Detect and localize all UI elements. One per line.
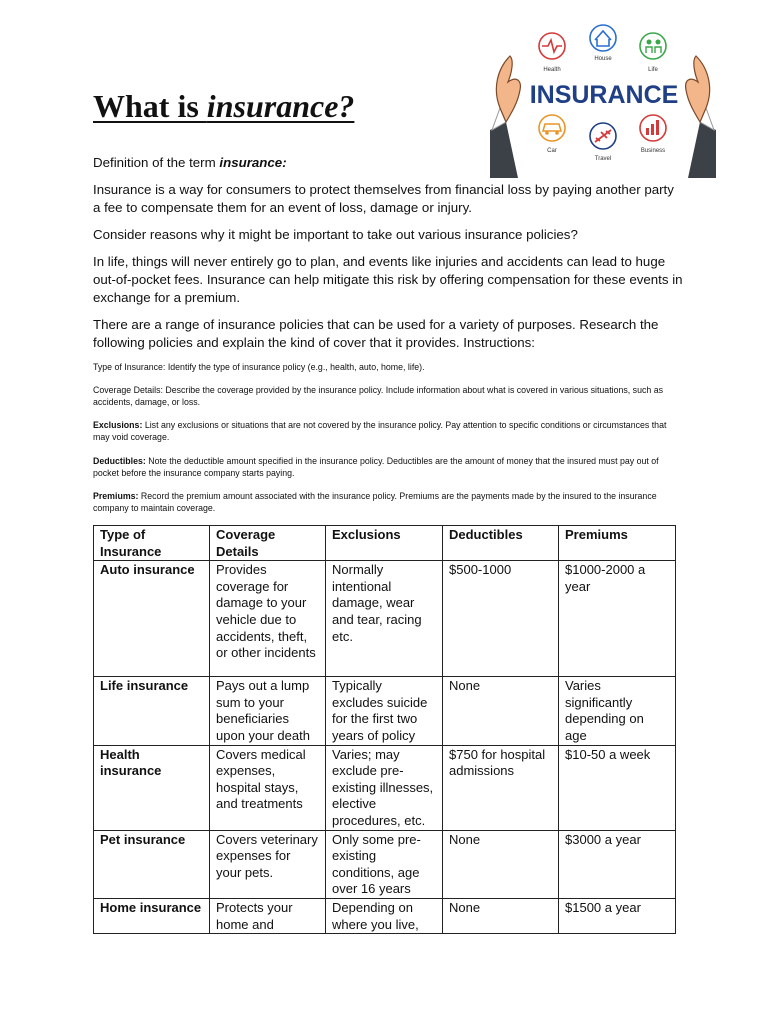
house-icon	[590, 25, 616, 51]
cell-premiums: $1000-2000 a year	[559, 561, 676, 677]
cell-type: Home insurance	[94, 898, 210, 933]
cell-coverage: Covers veterinary expenses for your pets.	[210, 830, 326, 898]
icon-label: Life	[648, 67, 658, 73]
cell-exclusions: Typically excludes suicide for the first two years of policy	[326, 677, 443, 745]
insurance-table	[93, 525, 676, 934]
cell-coverage: Protects your home and	[210, 898, 326, 933]
table-row	[94, 677, 676, 745]
instruction-text: List any exclusions or situations that are not covered by the insurance policy. Pay attention to specific conditions or circumstances that may void coverage.	[93, 420, 667, 442]
business-chart-icon	[640, 115, 666, 141]
paragraph-question: Consider reasons why it might be important to take out various insurance policies?	[93, 227, 578, 242]
title-emphasis: insurance?	[206, 88, 355, 124]
table-row	[94, 830, 676, 898]
definition-term: insurance:	[219, 155, 287, 170]
table-row	[94, 745, 676, 830]
cell-type: Pet insurance	[94, 830, 210, 898]
cell-premiums: $10-50 a week	[559, 745, 676, 830]
table-header-row	[94, 526, 676, 561]
cell-exclusions: Only some pre-existing conditions, age over 16 years	[326, 830, 443, 898]
cell-premiums: $3000 a year	[559, 830, 676, 898]
banner-text: INSURANCE	[529, 81, 679, 109]
instruction-label: Exclusions:	[93, 420, 143, 430]
instruction-label: Deductibles:	[93, 456, 146, 466]
cell-deductibles: None	[443, 677, 559, 745]
cell-premiums: Varies significantly depending on age	[559, 677, 676, 745]
cell-exclusions: Varies; may exclude pre-existing illnesses, elective procedures, etc.	[326, 745, 443, 830]
family-icon	[640, 33, 666, 59]
insurance-illustration	[470, 10, 736, 178]
cell-type: Health insurance	[94, 745, 210, 830]
instruction-coverage: Coverage Details: Describe the coverage provided by the insurance policy. Include information about what is covered in various situations, such as accidents, damage, or loss.	[93, 385, 663, 407]
icon-label: Business	[640, 148, 666, 154]
instruction-premiums	[93, 490, 673, 514]
table-row	[94, 561, 676, 677]
icon-label: Health	[543, 67, 561, 73]
cell-coverage: Covers medical expenses, hospital stays, and treatments	[210, 745, 326, 830]
cell-type: Life insurance	[94, 677, 210, 745]
cell-deductibles: $750 for hospital admissions	[443, 745, 559, 830]
header-deductibles: Deductibles	[443, 526, 559, 561]
instruction-text: Note the deductible amount specified in the insurance policy. Deductibles are the amount of money that the insured must pay out of pocket before the insurance company starts paying.	[93, 456, 659, 478]
table-row	[94, 898, 676, 933]
instruction-exclusions	[93, 419, 673, 443]
right-hand-icon	[686, 56, 716, 178]
instruction-type: Type of Insurance: Identify the type of insurance policy (e.g., health, auto, home, life).	[93, 362, 425, 372]
icon-label: Travel	[594, 156, 612, 162]
cell-deductibles: $500-1000	[443, 561, 559, 677]
car-icon	[539, 115, 565, 141]
page-title	[93, 86, 354, 126]
cell-exclusions: Depending on where you live,	[326, 898, 443, 933]
paragraph-risk: In life, things will never entirely go to plan, and events like injuries and accidents can lead to huge out-of-pocket fees. Insurance can help mitigate this risk by offering compensation for these events in exchange for a premium.	[93, 254, 683, 305]
cell-premiums: $1500 a year	[559, 898, 676, 933]
cell-exclusions: Normally intentional damage, wear and tear, racing etc.	[326, 561, 443, 677]
instruction-deductibles	[93, 455, 673, 479]
paragraph-definition: Insurance is a way for consumers to protect themselves from financial loss by paying another party a fee to compensate them for an event of loss, damage or injury.	[93, 182, 674, 215]
header-coverage: Coverage Details	[210, 526, 326, 561]
title-prefix: What is	[93, 88, 207, 124]
header-type: Type of Insurance	[94, 526, 210, 561]
instruction-label: Premiums:	[93, 491, 139, 501]
paragraph-research: There are a range of insurance policies that can be used for a variety of purposes. Research the following policies and explain the kind of cover that it provides. Instructions:	[93, 317, 659, 350]
heartbeat-icon	[539, 33, 565, 59]
definition-prefix: Definition of the term	[93, 155, 220, 170]
cell-coverage: Pays out a lump sum to your beneficiaries upon your death	[210, 677, 326, 745]
cell-type: Auto insurance	[94, 561, 210, 677]
header-exclusions: Exclusions	[326, 526, 443, 561]
definition-line	[93, 154, 683, 172]
icon-label: House	[594, 56, 612, 62]
airplane-icon	[590, 123, 616, 149]
icon-label: Car	[547, 148, 557, 154]
cell-deductibles: None	[443, 898, 559, 933]
header-premiums: Premiums	[559, 526, 676, 561]
cell-deductibles: None	[443, 830, 559, 898]
cell-coverage: Provides coverage for damage to your vehicle due to accidents, theft, or other incidents	[210, 561, 326, 677]
instruction-text: Record the premium amount associated with the insurance policy. Premiums are the payments made by the insured to the insurance company to maintain coverage.	[93, 491, 657, 513]
